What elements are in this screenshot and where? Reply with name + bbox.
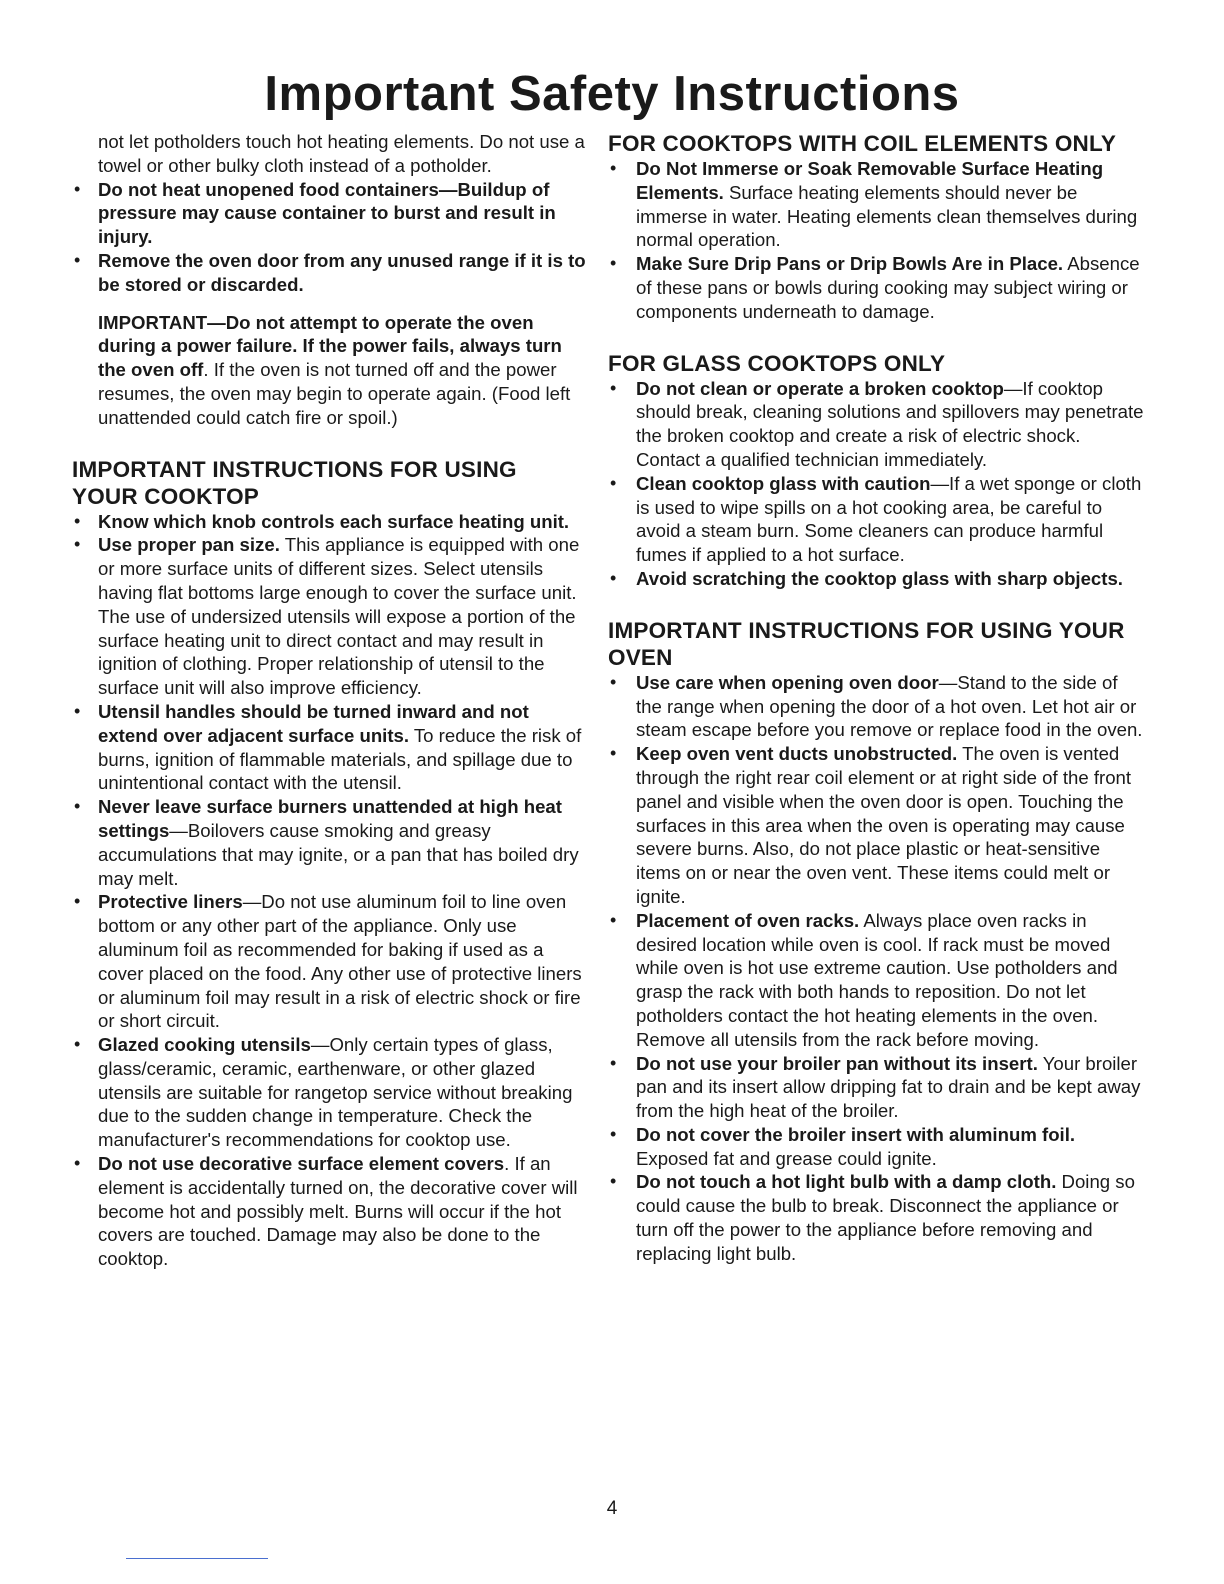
list-item: [72, 1152, 588, 1271]
bullet-text: —Stand to the side of the range when opening the door of a hot oven. Let hot air or steam escape before you remove or replace food in the oven.: [636, 671, 1143, 741]
footer-rule: [126, 1558, 268, 1559]
list-item: [72, 533, 588, 700]
bullet-bold: Do not clean or operate a broken cooktop: [636, 377, 1004, 399]
glass-bullet-list: [608, 377, 1146, 591]
bullet-bold: Remove the oven door from any unused range if it is to be stored or discarded.: [98, 249, 586, 295]
bullet-text: —Only certain types of glass, glass/ceramic, ceramic, earthenware, or other glazed utensils are suitable for rangetop service without breaking due to the sudden change in temperature. Check the manufacturer's recommendations for cooktop use.: [98, 1034, 573, 1151]
bullet-bold: Make Sure Drip Pans or Drip Bowls Are in Place.: [636, 253, 1064, 275]
list-item: [608, 1170, 1146, 1265]
list-item: [608, 671, 1146, 742]
bullet-bold: Do not heat unopened food containers—Buildup of pressure may cause container to burst and result in injury.: [98, 178, 556, 248]
list-item: [608, 1052, 1146, 1123]
bullet-text: —If cooktop should break, cleaning solutions and spillovers may penetrate the broken cooktop and create a risk of electric shock. Contact a qualified technician immediately.: [636, 377, 1144, 470]
bullet-text: To reduce the risk of burns, ignition of flammable materials, and spillage due to unintentional contact with the utensil.: [98, 724, 582, 794]
bullet-text: Doing so could cause the bulb to break. Disconnect the appliance or turn off the power to the appliance before removing and replacing light bulb.: [636, 1171, 1135, 1264]
bullet-text: Surface heating elements should never be immerse in water. Heating elements clean themselves during normal operation.: [636, 181, 1138, 251]
glass-heading: FOR GLASS COOKTOPS ONLY: [608, 350, 946, 376]
bullet-text: —If a wet sponge or cloth is used to wipe spills on a hot cooking area, be careful to avoid a steam burn. Some cleaners can produce harmful fumes if applied to a hot surface.: [636, 472, 1142, 566]
bullet-bold: Do not use decorative surface element covers: [98, 1153, 505, 1175]
list-item: [608, 157, 1146, 252]
bullet-bold: Do not cover the broiler insert with aluminum foil.: [636, 1123, 1076, 1145]
right-column: [608, 130, 1146, 1266]
bullet-bold: Do not touch a hot light bulb with a damp cloth.: [636, 1171, 1057, 1193]
oven-bullet-list: [608, 671, 1146, 1266]
important-note-text: . If the oven is not turned off and the power resumes, the oven may begin to operate again. (Food left unattended could catch fire or spoil.): [98, 359, 571, 428]
top-bullet-list: [72, 178, 588, 297]
list-item: [72, 700, 588, 795]
bullet-text: Your broiler pan and its insert allow dripping fat to drain and be kept away from the high heat of the broiler.: [636, 1052, 1141, 1122]
bullet-text: —Boilovers cause smoking and greasy accumulations that may ignite, or a pan that has boiled dry may melt.: [98, 819, 579, 889]
list-item: [608, 909, 1146, 1052]
cooktop-heading: IMPORTANT INSTRUCTIONS FOR USING YOUR COOKTOP: [72, 456, 517, 509]
coil-bullet-list: [608, 157, 1146, 324]
bullet-bold: Glazed cooking utensils: [98, 1034, 311, 1056]
bullet-bold: Clean cooktop glass with caution: [636, 472, 931, 494]
important-note: [98, 311, 588, 430]
left-column: [72, 130, 588, 1271]
list-item: [72, 890, 588, 1033]
list-item: [72, 510, 588, 534]
bullet-text: This appliance is equipped with one or more surface units of different sizes. Select utensils having flat bottoms large enough to cover the surface unit. The use of undersized utensils will expose a portion of the surface heating unit to direct contact and may result in ignition of clothing. Proper relationship of utensil to the surface unit will also improve efficiency.: [98, 534, 580, 699]
list-item: [608, 742, 1146, 909]
bullet-text: —Do not use aluminum foil to line oven bottom or any other part of the appliance. Only use aluminum foil as recommended for baking if used as a cover placed on the food. Any other use of protective liners or aluminum foil may result in a risk of electric shock or fire or short circuit.: [98, 891, 582, 1032]
bullet-bold: Do Not Immerse or Soak Removable Surface Heating Elements.: [636, 158, 1104, 203]
list-item: [72, 1033, 588, 1152]
list-item: [608, 567, 1146, 591]
bullet-text: . If an element is accidentally turned on, the decorative cover will become hot and possibly melt. Burns will occur if the hot covers are touched. Damage may also be done to the cooktop.: [98, 1153, 578, 1270]
list-item: [72, 178, 588, 249]
bullet-text: Absence of these pans or bowls during cooking may subject wiring or components underneath to damage.: [636, 253, 1140, 322]
list-item: [72, 795, 588, 890]
list-item: [608, 1123, 1146, 1171]
page-title: Important Safety Instructions: [264, 67, 960, 121]
bullet-bold: Do not use your broiler pan without its insert.: [636, 1052, 1038, 1074]
important-note-bold: IMPORTANT—Do not attempt to operate the oven during a power failure. If the power fails, always turn the oven off: [98, 311, 562, 381]
bullet-bold: Placement of oven racks.: [636, 909, 860, 931]
bullet-bold: Never leave surface burners unattended at high heat settings: [98, 796, 562, 841]
bullet-text: Always place oven racks in desired location while oven is cool. If rack must be moved while oven is hot use extreme caution. Use potholders and grasp the rack with both hands to reposition. Do not let potholders contact the hot heating elements in the oven. Remove all utensils from the rack before moving.: [636, 909, 1118, 1050]
continuation-text: not let potholders touch hot heating elements. Do not use a towel or other bulky cloth instead of a potholder.: [98, 131, 585, 176]
bullet-bold: Avoid scratching the cooktop glass with sharp objects.: [636, 567, 1123, 589]
bullet-bold: Keep oven vent ducts unobstructed.: [636, 743, 958, 765]
coil-heading: FOR COOKTOPS WITH COIL ELEMENTS ONLY: [608, 131, 1117, 156]
page-number: 4: [606, 1498, 618, 1519]
oven-heading: IMPORTANT INSTRUCTIONS FOR USING YOUR OVEN: [608, 617, 1125, 670]
bullet-bold: Protective liners: [98, 891, 243, 913]
bullet-bold: Utensil handles should be turned inward and not extend over adjacent surface units.: [98, 700, 529, 746]
list-item: [608, 252, 1146, 323]
bullet-bold: Use proper pan size.: [98, 534, 280, 556]
bullet-bold: Know which knob controls each surface heating unit.: [98, 510, 570, 532]
cooktop-bullet-list: [72, 510, 588, 1272]
list-item: [608, 472, 1146, 567]
bullet-text: The oven is vented through the right rear coil element or at right side of the front panel and visible when the oven door is open. Touching the surfaces in this area when the oven is operating may cause severe burns. Also, do not place plastic or heat-sensitive items on or near the oven vent. These items could melt or ignite.: [636, 743, 1132, 907]
list-item: [608, 377, 1146, 472]
bullet-text: Exposed fat and grease could ignite.: [636, 1147, 937, 1169]
list-item: [72, 249, 588, 297]
bullet-bold: Use care when opening oven door: [636, 671, 939, 693]
